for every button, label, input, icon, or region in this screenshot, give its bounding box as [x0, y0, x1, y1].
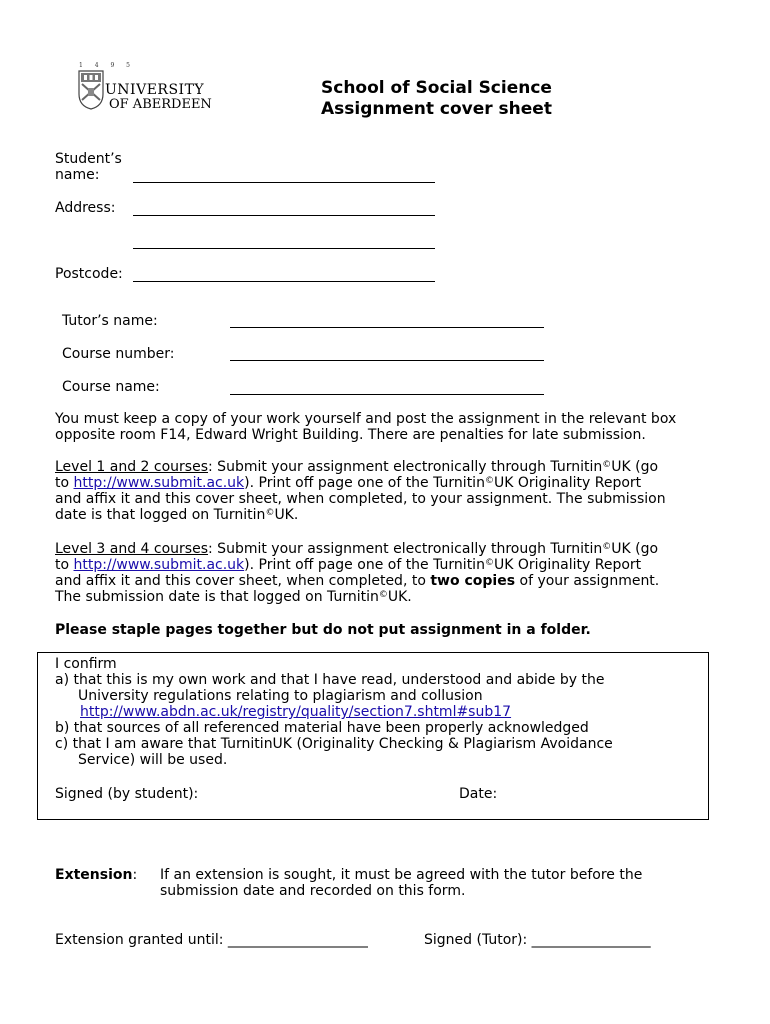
- tutor-name-label: Tutor’s name:: [62, 313, 158, 329]
- confirm-intro: I confirm: [55, 656, 117, 672]
- course-name-field[interactable]: [230, 394, 544, 395]
- date-label: Date:: [459, 786, 498, 802]
- level-3-4-paragraph: Level 3 and 4 courses: Submit your assignment electronically through Turnitin©UK (go to http://www.submit.ac.uk). Print off page one of the Turnitin©UK Originality Report and affix it and this cover sheet, when completed, to two copies of your assignment. The submission date is that logged on Turnitin©UK.: [55, 541, 660, 605]
- postcode-label: Postcode:: [55, 266, 123, 282]
- crest-icon: [78, 70, 104, 110]
- logo-university: UNIVERSITY: [105, 82, 205, 98]
- signed-student-label: Signed (by student):: [55, 786, 199, 802]
- title-line-2: Assignment cover sheet: [321, 99, 552, 119]
- extension-granted-field[interactable]: Extension granted until: ____________________: [55, 932, 368, 948]
- title-line-1: School of Social Science: [321, 78, 552, 98]
- extension-text: If an extension is sought, it must be agreed with the tutor before the submission date and recorded on this form.: [160, 867, 643, 899]
- level-1-2-heading: Level 1 and 2 courses: [55, 459, 209, 475]
- address-field-1[interactable]: [133, 215, 435, 216]
- course-name-label: Course name:: [62, 379, 160, 395]
- university-logo: [77, 62, 217, 114]
- level-1-2-paragraph: Level 1 and 2 courses: Submit your assignment electronically through Turnitin©UK (go to http://www.submit.ac.uk). Print off page one of the Turnitin©UK Originality Report and affix it and this cover sheet, when completed, to your assignment. The submission date is that logged on Turnitin©UK.: [55, 459, 666, 523]
- level-3-4-heading: Level 3 and 4 courses: [55, 541, 209, 557]
- confirmation-box: [37, 652, 709, 820]
- logo-year: 1 4 9 5: [79, 62, 135, 69]
- submit-link[interactable]: http://www.submit.ac.uk: [73, 475, 245, 491]
- postcode-field[interactable]: [133, 281, 435, 282]
- staple-note: Please staple pages together but do not put assignment in a folder.: [55, 622, 591, 638]
- page-title: [321, 78, 552, 120]
- intro-paragraph: You must keep a copy of your work yourself and post the assignment in the relevant box opposite room F14, Edward Wright Building. There are penalties for late submission.: [55, 411, 677, 443]
- regulations-link[interactable]: http://www.abdn.ac.uk/registry/quality/section7.shtml#sub17: [80, 704, 512, 720]
- course-number-label: Course number:: [62, 346, 175, 362]
- student-name-field[interactable]: [133, 182, 435, 183]
- signed-tutor-field[interactable]: Signed (Tutor): _________________: [424, 932, 651, 948]
- logo-aberdeen: OF ABERDEEN: [109, 97, 212, 112]
- confirm-item-a: a) that this is my own work and that I have read, understood and abide by the: [55, 672, 605, 688]
- submit-link[interactable]: http://www.submit.ac.uk: [73, 557, 245, 573]
- address-label: Address:: [55, 200, 116, 216]
- confirm-item-a-cont: University regulations relating to plagiarism and collusion: [78, 688, 483, 704]
- confirm-item-c-cont: Service) will be used.: [78, 752, 228, 768]
- extension-label: Extension:: [55, 867, 138, 883]
- course-number-field[interactable]: [230, 360, 544, 361]
- student-name-label: Student’s name:: [55, 151, 122, 183]
- address-field-2[interactable]: [133, 248, 435, 249]
- confirm-item-c: c) that I am aware that TurnitinUK (Originality Checking & Plagiarism Avoidance: [55, 736, 613, 752]
- confirm-item-b: b) that sources of all referenced material have been properly acknowledged: [55, 720, 589, 736]
- tutor-name-field[interactable]: [230, 327, 544, 328]
